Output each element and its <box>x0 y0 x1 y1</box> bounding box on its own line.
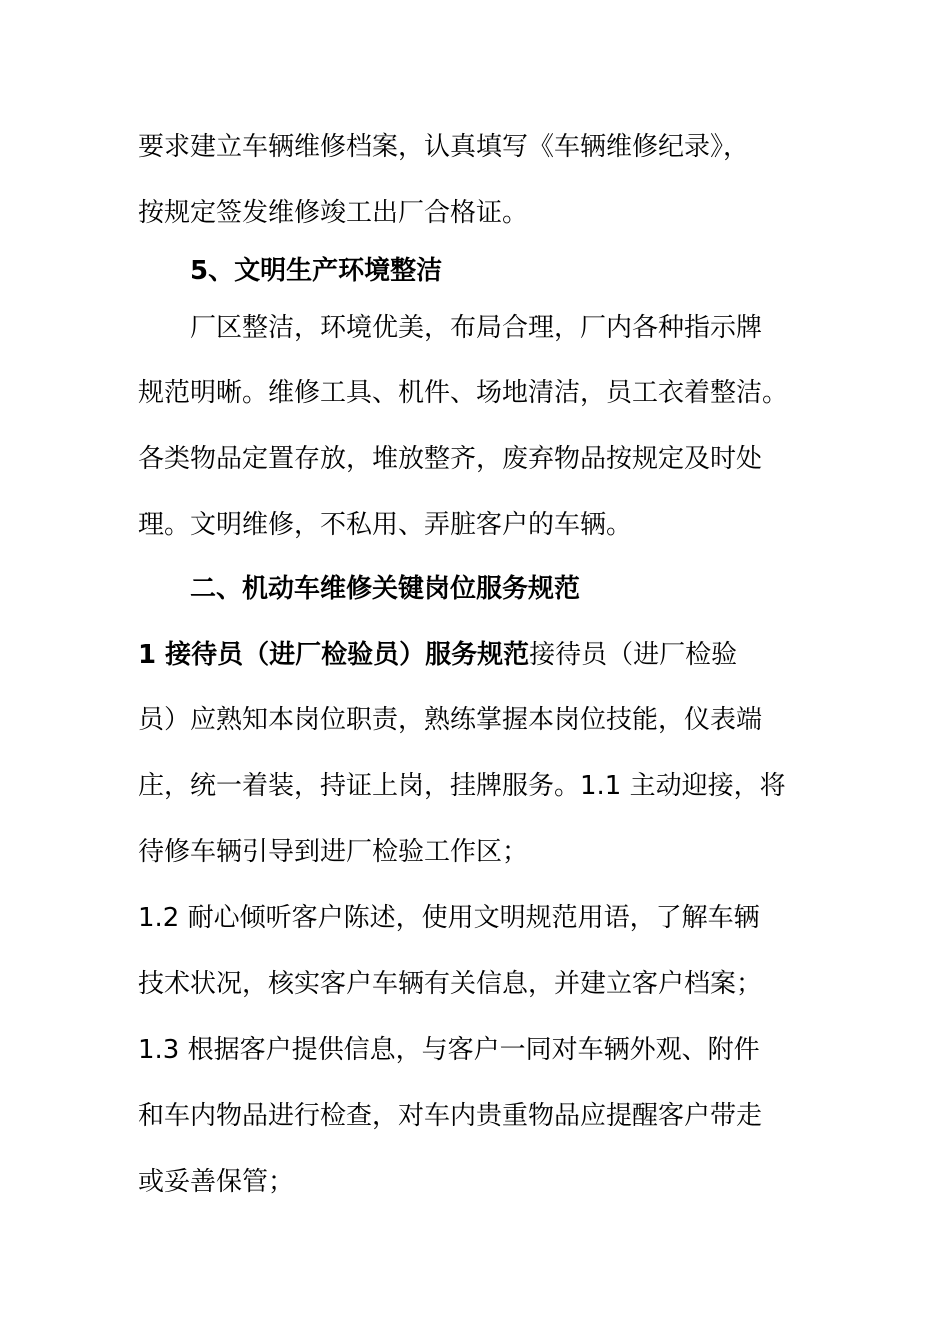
section-heading-5: 5、文明生产环境整洁 <box>190 256 443 286</box>
paragraph-line-6: 理。文明维修，不私用、弄脏客户的车辆。 <box>138 510 633 540</box>
chapter-heading-2: 二、机动车维修关键岗位服务规范 <box>190 574 581 604</box>
paragraph-line-8: 员）应熟知本岗位职责，熟练掌握本岗位技能，仪表端 <box>138 705 763 735</box>
paragraph-line-9: 庄，统一着装，持证上岗，挂牌服务。1.1 主动迎接，将 <box>138 771 786 801</box>
paragraph-line-12: 技术状况，核实客户车辆有关信息，并建立客户档案； <box>138 969 763 999</box>
paragraph-line-5: 各类物品定置存放，堆放整齐，废弃物品按规定及时处 <box>138 444 763 474</box>
paragraph-line-14: 和车内物品进行检查，对车内贵重物品应提醒客户带走 <box>138 1101 763 1131</box>
paragraph-line-15: 或妥善保管； <box>138 1167 295 1197</box>
paragraph-line-10: 待修车辆引导到进厂检验工作区； <box>138 837 529 867</box>
paragraph-line-1: 要求建立车辆维修档案，认真填写《车辆维修纪录》， <box>138 132 750 162</box>
paragraph-line-11: 1.2 耐心倾听客户陈述，使用文明规范用语，了解车辆 <box>138 903 760 933</box>
paragraph-line-3: 厂区整洁，环境优美，布局合理，厂内各种指示牌 <box>190 313 763 343</box>
paragraph-line-4: 规范明晰。维修工具、机件、场地清洁，员工衣着整洁。 <box>138 378 789 408</box>
subsection-body-start: 接待员（进厂检验 <box>529 640 738 670</box>
paragraph-line-2: 按规定签发维修竣工出厂合格证。 <box>138 198 529 228</box>
paragraph-line-13: 1.3 根据客户提供信息，与客户一同对车辆外观、附件 <box>138 1035 760 1065</box>
subsection-heading-1: 1 接待员（进厂检验员）服务规范 <box>138 640 530 670</box>
paragraph-line-7 <box>138 638 737 672</box>
